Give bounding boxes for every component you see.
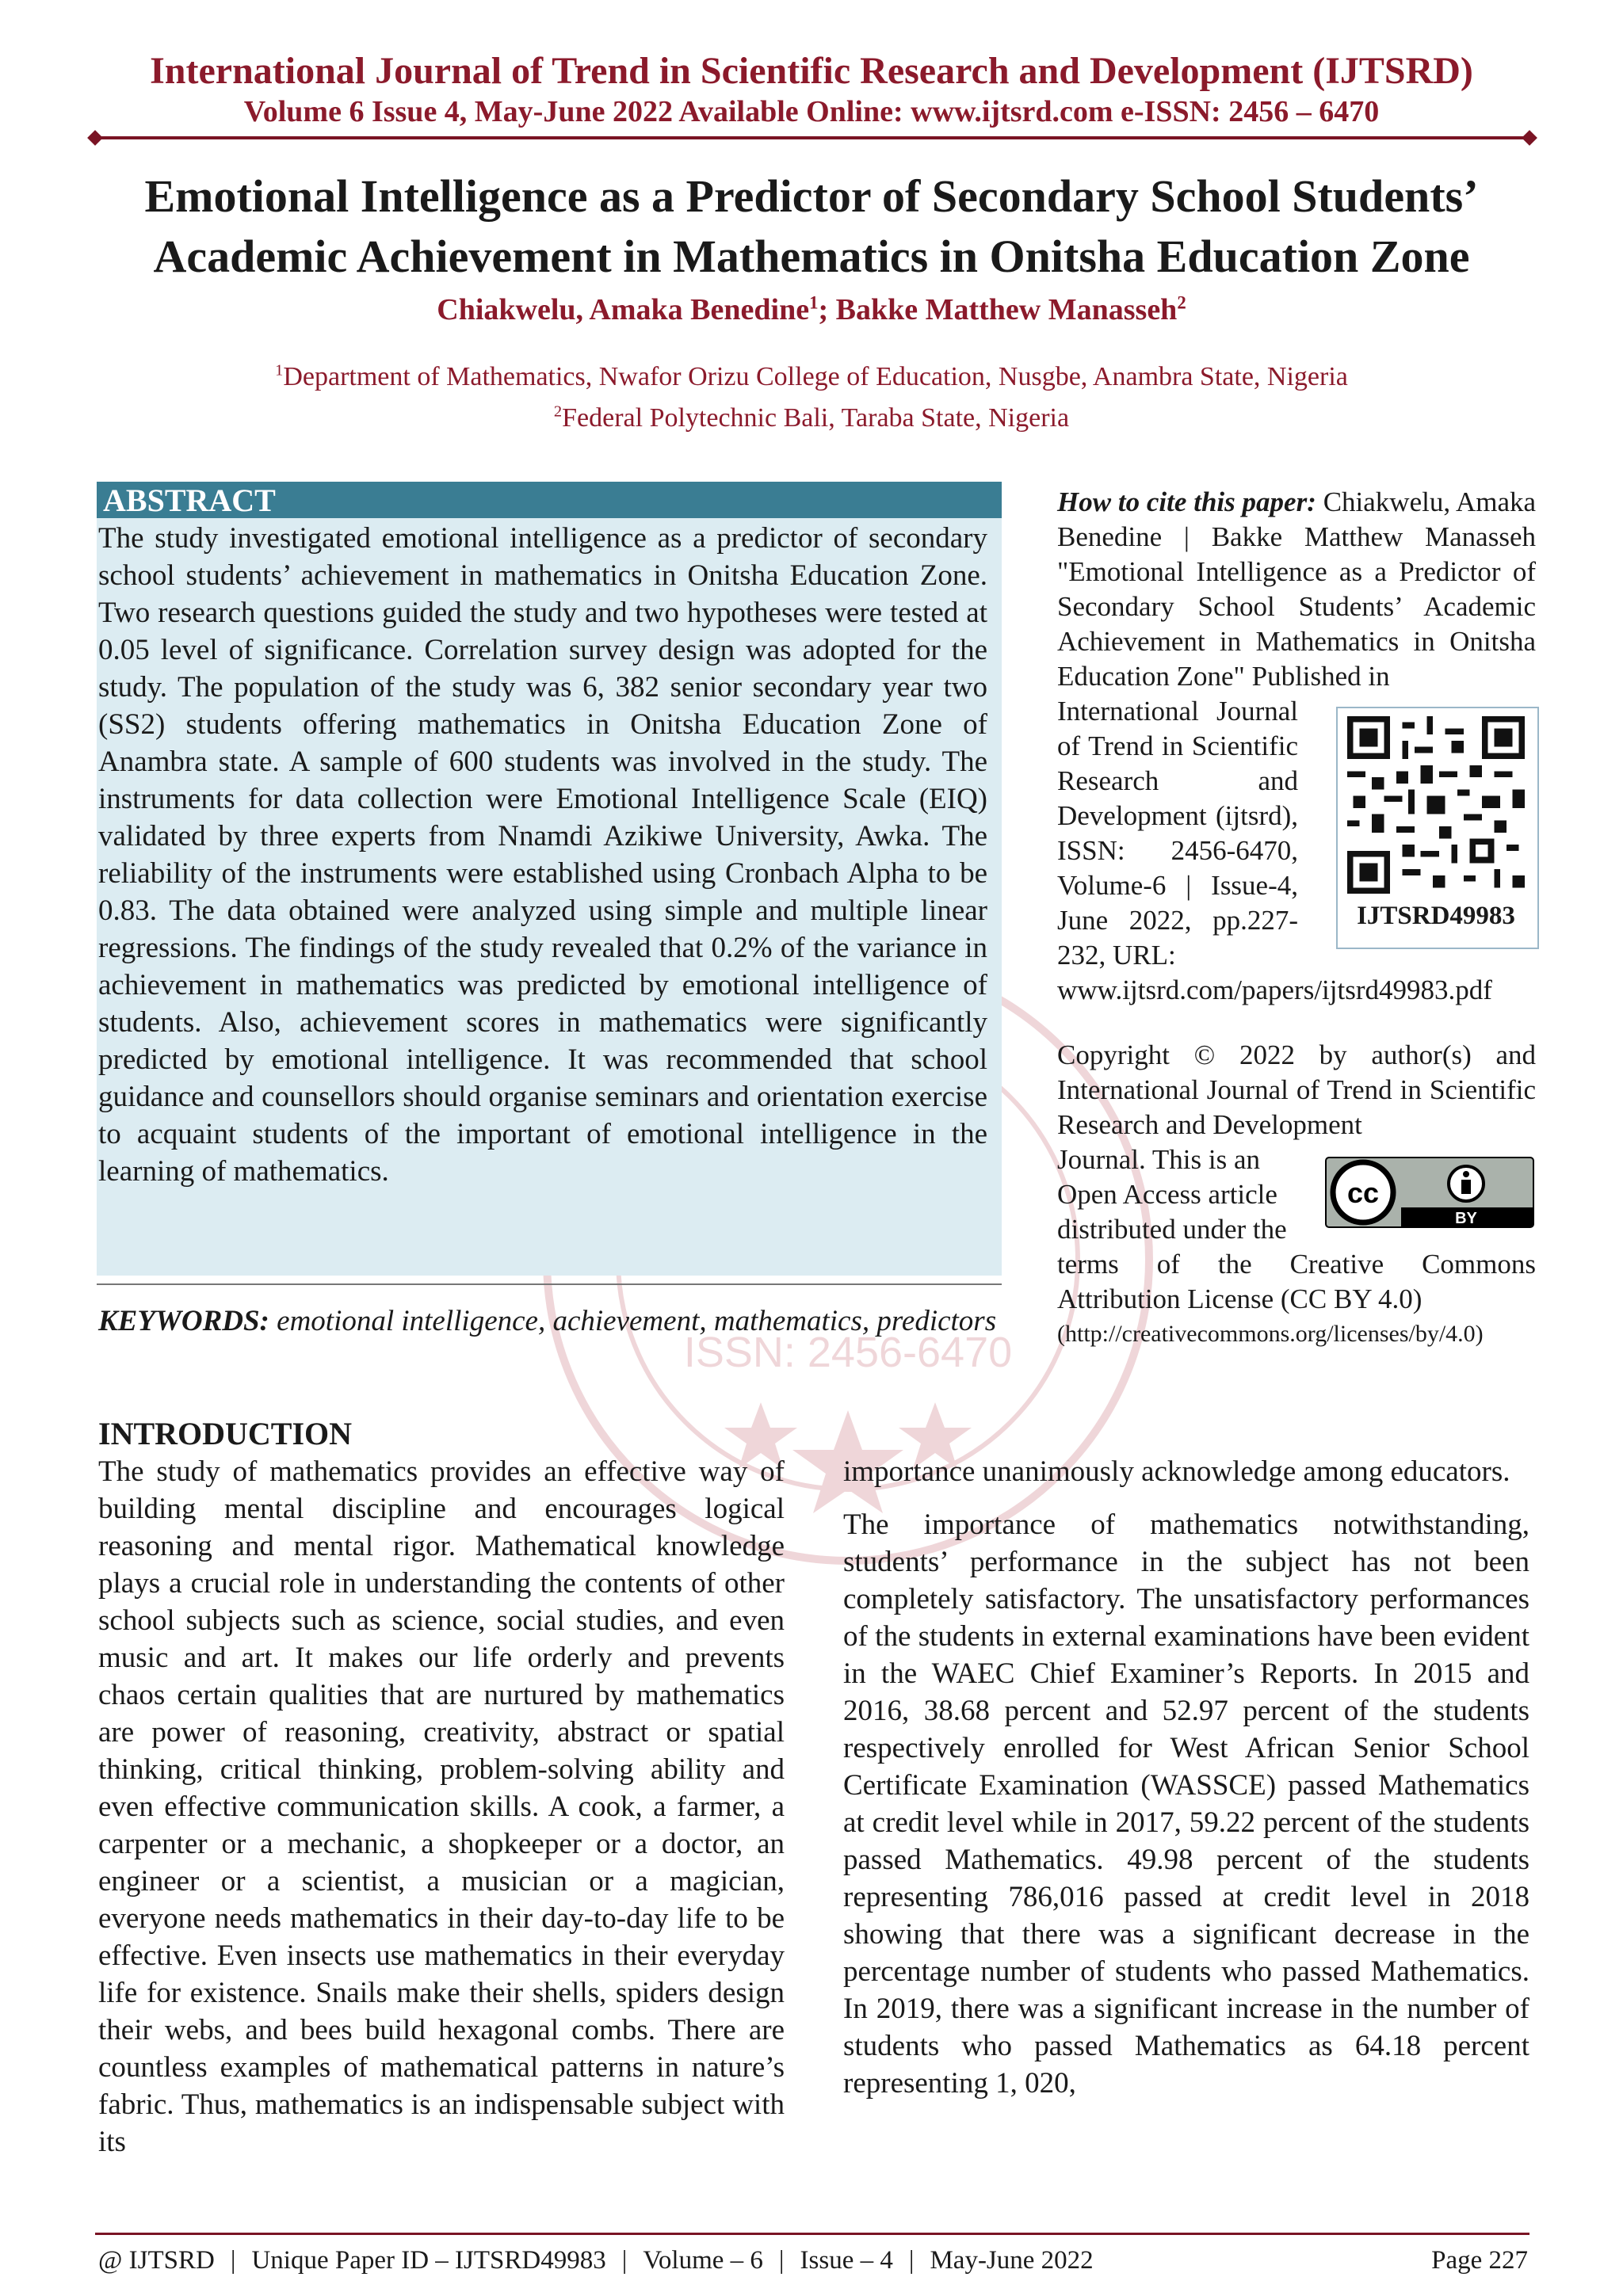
journal-name: International Journal of Trend in Scientific Research and Development (IJTSRD) [150, 50, 1473, 92]
footer-issue: Issue – 4 [800, 2246, 893, 2275]
citation-top [1057, 485, 1536, 694]
authors [0, 292, 1623, 328]
author-2-mark: 2 [1177, 292, 1186, 313]
author-sep: ; [818, 293, 836, 326]
author-2: Bakke Matthew Manasseh [835, 293, 1178, 326]
abstract-heading: ABSTRACT [97, 482, 1002, 518]
keywords [98, 1302, 1002, 1340]
citation-label: How to cite this paper [1057, 486, 1308, 517]
intro-paragraph-3: The importance of mathematics notwithstanding, students’ performance in the subject has not been completely satisfactory. The unsatisfactory performances of the students in external examinations have been evident in the WAEC Chief Examiner’s Reports. In 2015 and 2016, 38.68 percent and 52.97 percent of the students respectively enrolled for West African Senior School Certificate Examination (WASSCE) passed Mathematics at credit level while in 2017, 59.22 percent of the students passed Mathematics. 49.98 percent of the students representing 786,016 passed at credit level in 2018 showing that there was a significant decrease in the percentage number of students who passed Mathematics. In 2019, there was a significant increase in the number of students who passed Mathematics as 64.18 percent representing 1, 020, [843, 1508, 1529, 2100]
rule-end-right [1522, 130, 1537, 146]
title-line-2: Academic Achievement in Mathematics in Onitsha Education Zone [153, 231, 1470, 282]
citation-narrow: International Journal of Trend in Scientific Research and Development (ijtsrd), ISSN: 2456-6470, Volume-6 | Issue-4, June 2022, pp.227-232, URL: [1057, 696, 1298, 971]
footer-rule [95, 2233, 1529, 2235]
footer-paper-id: Unique Paper ID – IJTSRD49983 [251, 2246, 606, 2275]
keywords-text: emotional intelligence, achievement, mathematics, predictors [269, 1305, 997, 1337]
paper-title [79, 166, 1544, 287]
keywords-label: KEYWORDS: [98, 1305, 269, 1337]
footer-publisher: @ IJTSRD [98, 2246, 215, 2275]
affiliation-2 [0, 399, 1623, 437]
author-1-mark: 1 [809, 292, 819, 313]
copyright-top: Copyright © 2022 by author(s) and International Journal of Trend in Scientific Research and Development [1057, 1039, 1536, 1140]
affiliation-1 [0, 358, 1623, 396]
svg-text:cc: cc [1346, 1177, 1380, 1209]
footer-date: May-June 2022 [930, 2246, 1094, 2275]
qr-paper-id: IJTSRD49983 [1357, 902, 1515, 930]
journal-header [0, 49, 1623, 130]
copyright-bottom: terms of the Creative Commons Attribution License (CC BY 4.0) [1057, 1249, 1536, 1314]
intro-paragraph-2: importance unanimously acknowledge among educators. [843, 1455, 1510, 1488]
volume-line: Volume 6 Issue 4, May-June 2022 Available Online: www.ijtsrd.com e-ISSN: 2456 – 6470 [243, 95, 1380, 128]
abstract-text: The study investigated emotional intelligence as a predictor of secondary school students’ achievement in mathematics in Onitsha Education Zone. Two research questions guided the study and two hypotheses were tested at 0.05 level of significance. Correlation survey design was adopted for the study. The population of the study was 6, 382 senior secondary year two (SS2) students offering mathematics in Onitsha Education Zone of Anambra state. A sample of 600 students was involved in the study. The instruments for data collection were Emotional Intelligence Scale (EIQ) validated by three experts from Nnamdi Azikiwe University, Awka. The reliability of the instruments were established using Cronbach Alpha to be 0.83. The data obtained were analyzed using simple and multiple linear regressions. The findings of the study revealed that 0.2% of the variance in achievement in mathematics was predicted by emotional intelligence of students. Also, achievement scores in mathematics were significantly predicted by emotional intelligence. It was recommended that school guidance and counsellors should organise seminars and orientation exercise to acquaint students of the important of emotional intelligence in the learning of mathematics. [98, 522, 987, 1188]
cc-by-label: BY [1455, 1210, 1477, 1227]
license-url[interactable]: (http://creativecommons.org/licenses/by/4.0) [1057, 1321, 1484, 1347]
intro-right-column [843, 1453, 1529, 2102]
footer-volume: Volume – 6 [643, 2246, 763, 2275]
citation-url[interactable]: www.ijtsrd.com/papers/ijtsrd49983.pdf [1057, 974, 1492, 1005]
affil-2-mark: 2 [553, 402, 563, 421]
author-1: Chiakwelu, Amaka Benedine [437, 293, 810, 326]
qr-code-icon [1347, 716, 1525, 894]
footer-page-number: Page 227 [1431, 2246, 1528, 2275]
citation-text: Chiakwelu, Amaka Benedine | Bakke Matthew Manasseh "Emotional Intelligence as a Predictor of Secondary School Students’ Academic Achievement in Mathematics in Onitsha Education Zone" Published in [1057, 486, 1537, 692]
intro-paragraph-1: The study of mathematics provides an effective way of building mental discipline and encourages logical reasoning and mental rigor. Mathematical knowledge plays a crucial role in understanding the contents of other school subjects such as science, social studies, and even music and art. It makes our life orderly and prevents chaos certain qualities that are nurtured by mathematics are power of reasoning, creativity, abstract or spatial thinking, critical thinking, problem-solving ability and even effective communication skills. A cook, a farmer, a carpenter or a mechanic, a shopkeeper or a doctor, an engineer or a scientist, a musician or a magician, everyone needs mathematics in their day-to-day life to be effective. Even insects use mathematics in their everyday life for existence. Snails make their shells, spiders design their webs, and bees build hexagonal combs. There are countless examples of mathematical patterns in nature’s fabric. Thus, mathematics is an indispensable subject with its [98, 1455, 785, 2158]
title-line-1: Emotional Intelligence as a Predictor of Secondary School Students’ [144, 170, 1479, 222]
page-footer: @ IJTSRD | Unique Paper ID – IJTSRD49983 | Volume – 6 | Issue – 4 | May-June 2022 Page 227 [98, 2244, 1528, 2277]
header-rule [95, 136, 1529, 139]
affil-1-text: Department of Mathematics, Nwafor Orizu College of Education, Nusgbe, Anambra State, Nigeria [283, 362, 1348, 391]
abstract-divider [97, 1283, 1002, 1285]
copyright-narrow: Journal. This is an Open Access article distributed under the [1057, 1144, 1287, 1245]
citation-colon: : [1307, 486, 1323, 517]
watermark-issn: ISSN: 2456-6470 [683, 1329, 1013, 1376]
rule-end-left [87, 130, 103, 146]
intro-left-column [98, 1453, 785, 2161]
cc-by-license-icon [1325, 1157, 1534, 1228]
affil-1-mark: 1 [275, 361, 284, 379]
introduction-heading: INTRODUCTION [98, 1416, 353, 1451]
affil-2-text: Federal Polytechnic Bali, Taraba State, Nigeria [562, 403, 1070, 433]
